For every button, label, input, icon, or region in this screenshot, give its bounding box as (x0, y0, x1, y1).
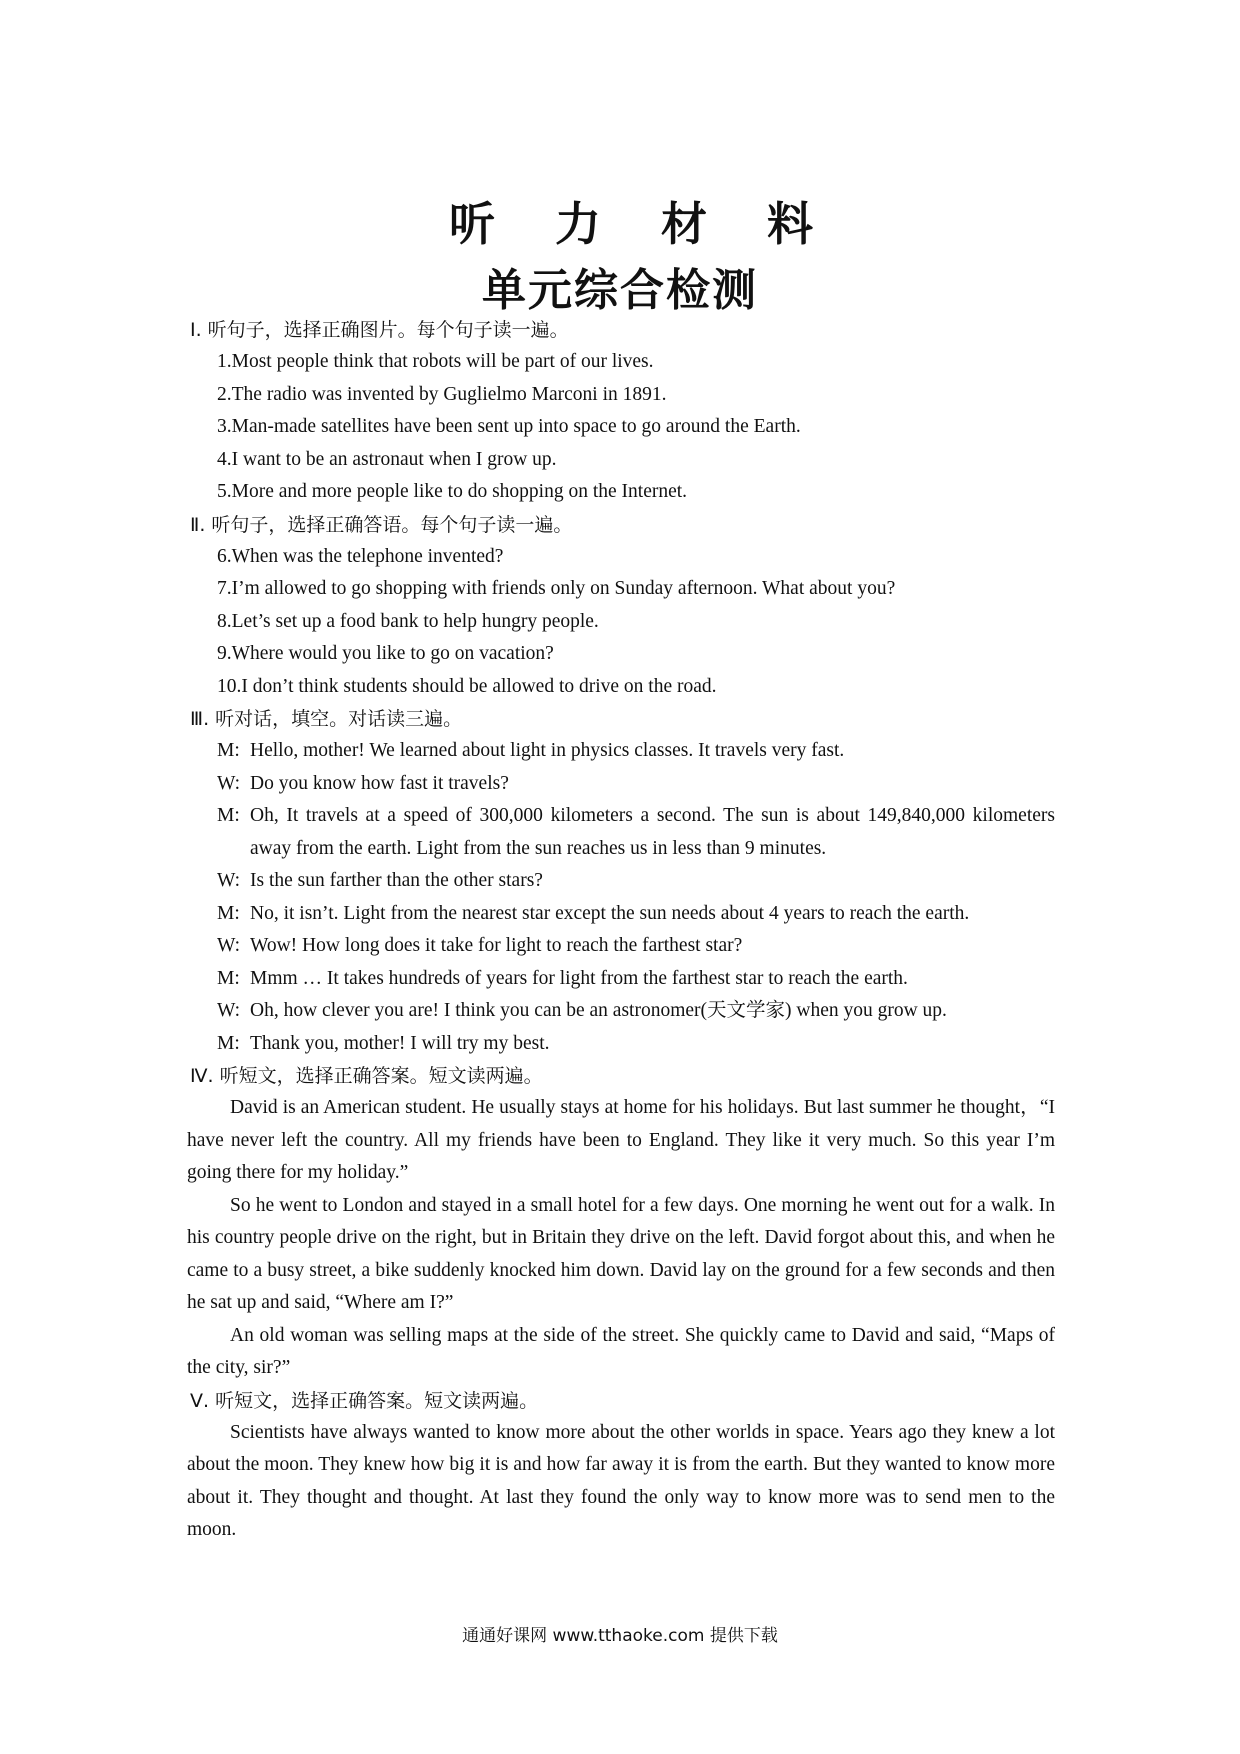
dialogue-text: Oh, how clever you are! I think you can be an astronomer(天文学家) when you grow up. (250, 1000, 947, 1021)
speaker-label: M: (217, 967, 240, 989)
question-item: 10.I don’t think students should be allowed to drive on the road. (217, 675, 717, 697)
dialogue-text: Is the sun farther than the other stars? (250, 870, 543, 891)
question-item: 8.Let’s set up a food bank to help hungry people. (217, 610, 599, 632)
speaker-label: W: (217, 935, 241, 956)
dialogue-text: No, it isn’t. Light from the nearest star except the sun needs about 4 years to reach the earth. (250, 902, 970, 924)
passage-paragraph: David is an American student. He usually stays at home for his holidays. But last summer he thought，“I have never left the country. All my friends have been to England. They like it very much. So this year I’m going there for my holiday.” (187, 1097, 1055, 1183)
question-item: 4.I want to be an astronaut when I grow up. (217, 448, 557, 470)
section-heading-3: Ⅲ. 听对话，填空。对话读三遍。 (190, 708, 463, 730)
passage-paragraph: So he went to London and stayed in a small hotel for a few days. One morning he went out for a walk. In his country people drive on the right, but in Britain they drive on the left. David forgot about this, and when he came to a busy street, a bike suddenly knocked him down. David lay on the ground for a few seconds and then he sat up and said, “Where am I?” (187, 1194, 1055, 1313)
speaker-label: W: (217, 1000, 241, 1021)
section-heading-2: Ⅱ. 听句子，选择正确答语。每个句子读一遍。 (190, 513, 573, 536)
dialogue-line (187, 963, 1055, 996)
passage-paragraph: An old woman was selling maps at the side of the street. She quickly came to David and said, “Maps of the city, sir?” (187, 1324, 1055, 1378)
dialogue-line (187, 898, 1055, 931)
dialogue-line (187, 995, 1055, 1028)
dialogue-line (187, 800, 1055, 865)
speaker-label: M: (217, 1032, 240, 1054)
dialogue-text: Mmm … It takes hundreds of years for light from the farthest star to reach the earth. (250, 967, 908, 989)
question-item: 6.When was the telephone invented? (217, 545, 504, 567)
dialogue-text: Thank you, mother! I will try my best. (250, 1032, 550, 1054)
dialogue-line (187, 865, 1055, 898)
speaker-label: M: (217, 902, 240, 924)
page-subtitle: 单元综合检测 (482, 265, 758, 316)
passage-paragraph: Scientists have always wanted to know more about the other worlds in space. Years ago they knew a lot about the moon. They knew how big it is and how far away it is from the earth. But they wanted to know more about it. They thought and thought. At last they found the only way to know more was to send men to the moon. (187, 1421, 1055, 1540)
dialogue-line (187, 768, 1055, 801)
page-title: 听 力 材 料 (448, 197, 836, 251)
dialogue-text: Hello, mother! We learned about light in physics classes. It travels very fast. (250, 740, 845, 761)
speaker-label: W: (217, 870, 241, 891)
speaker-label: M: (217, 740, 240, 761)
section-heading-5: Ⅴ. 听短文，选择正确答案。短文读两遍。 (190, 1389, 539, 1412)
question-item: 5.More and more people like to do shopping on the Internet. (217, 481, 688, 502)
question-item: 7.I’m allowed to go shopping with friends only on Sunday afternoon. What about you? (217, 578, 896, 599)
dialogue-text: Wow! How long does it take for light to reach the farthest star? (250, 935, 743, 956)
dialogue-line (187, 735, 1055, 768)
page-footer: 通通好课网 www.tthaoke.com 提供下载 (462, 1626, 778, 1646)
question-item: 9.Where would you like to go on vacation? (217, 643, 554, 664)
question-item: 1.Most people think that robots will be part of our lives. (217, 351, 654, 372)
dialogue-text: Oh, It travels at a speed of 300,000 kilometers a second. The sun is about 149,840,000 kilometers away from the earth. Light from the sun reaches us in less than 9 minutes. (250, 805, 1055, 859)
dialogue-line (187, 1028, 1055, 1061)
dialogue-text: Do you know how fast it travels? (250, 772, 509, 794)
section-heading-4: Ⅳ. 听短文，选择正确答案。短文读两遍。 (190, 1065, 543, 1087)
speaker-label: W: (217, 772, 241, 794)
question-item: 3.Man-made satellites have been sent up into space to go around the Earth. (217, 416, 801, 437)
question-item: 2.The radio was invented by Guglielmo Marconi in 1891. (217, 383, 667, 405)
dialogue-line (187, 930, 1055, 963)
section-heading-1: Ⅰ. 听句子，选择正确图片。每个句子读一遍。 (190, 319, 569, 341)
speaker-label: M: (217, 805, 240, 826)
document-body (187, 314, 1055, 1547)
